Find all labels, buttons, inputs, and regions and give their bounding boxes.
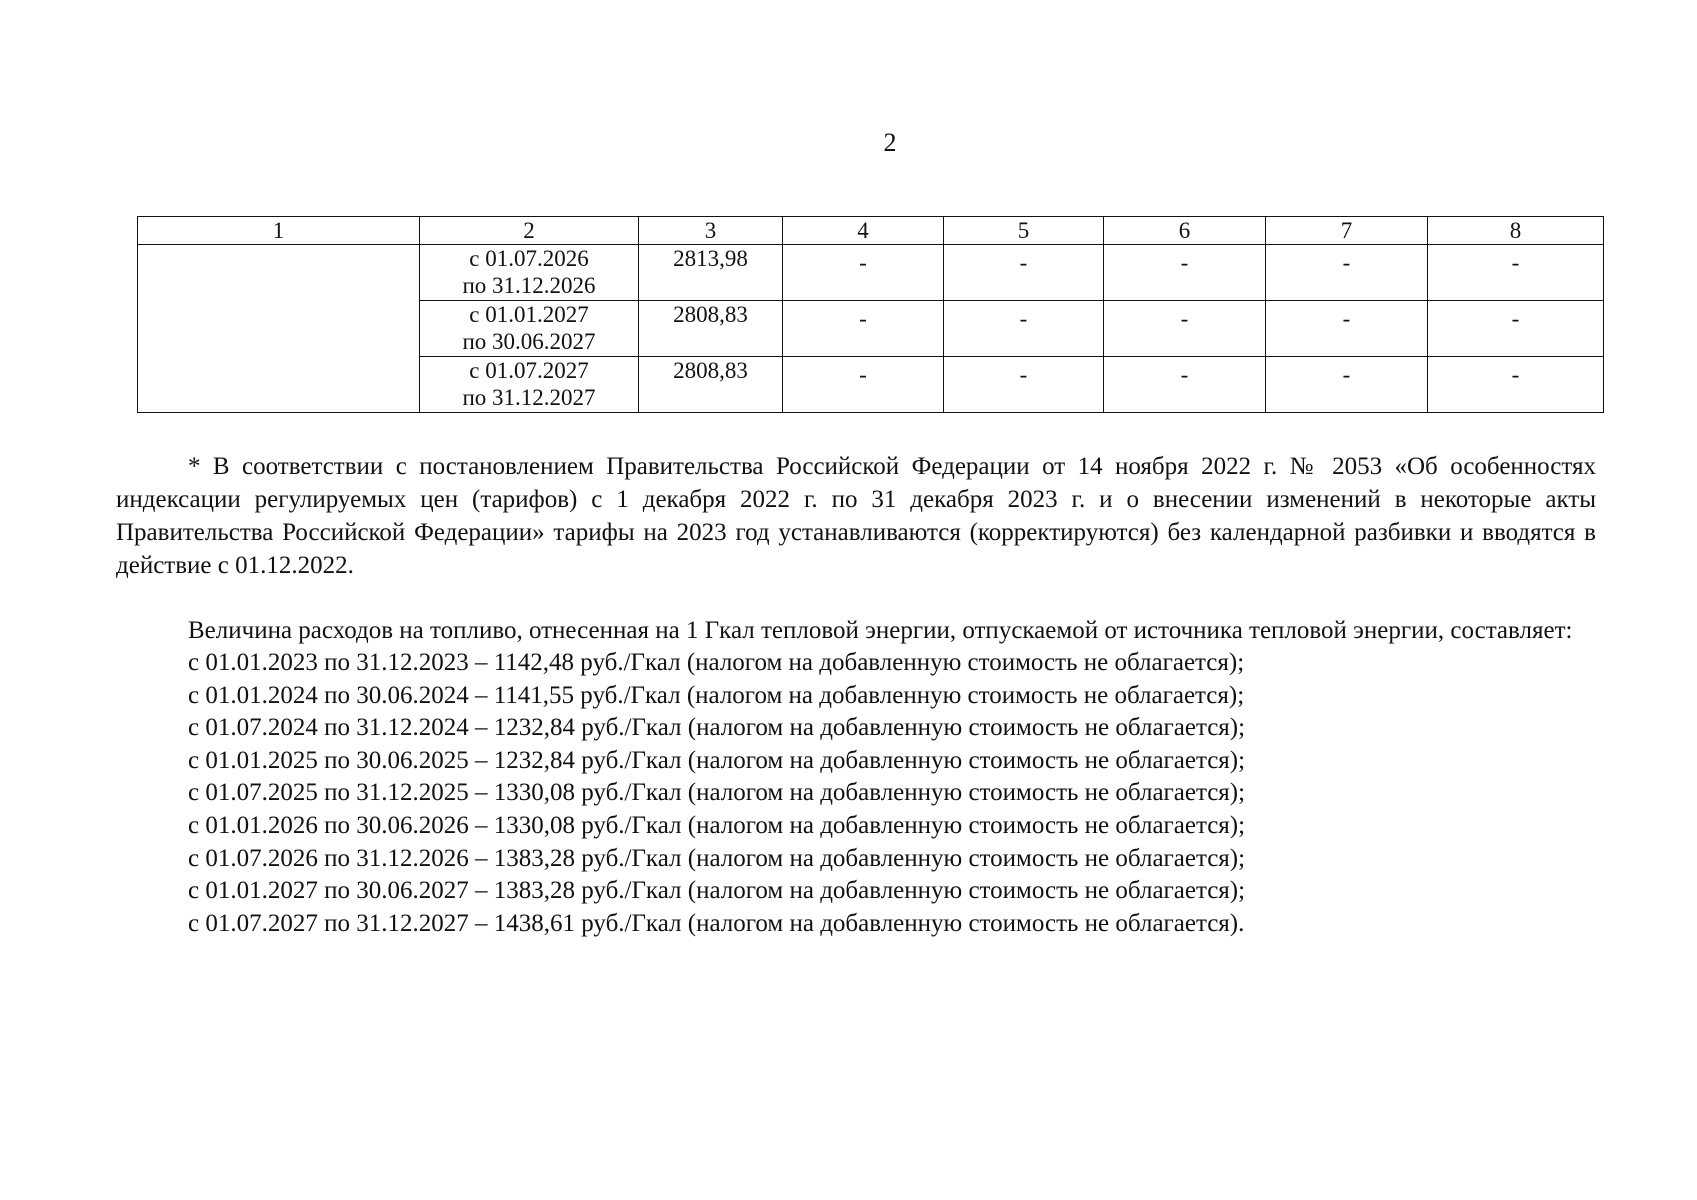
column-header: 4 <box>783 217 944 245</box>
column-header: 8 <box>1428 217 1604 245</box>
dash-value: - <box>1511 362 1520 387</box>
tariff-table <box>137 216 1604 413</box>
list-item: с 01.01.2026 по 30.06.2026 – 1330,08 руб./Гкал (налогом на добавленную стоимость не облагается); <box>188 811 1246 839</box>
fuel-cost-intro: Величина расходов на топливо, отнесенная на 1 Гкал тепловой энергии, отпускаемой от источника тепловой энергии, составляет: <box>188 617 1573 644</box>
footnote-text: * В соответствии с постановлением Правительства Российской Федерации от 14 ноября 2022 г. № 2053 «Об особенностях индексации регулируемых цен (тарифов) с 1 декабря 2022 г. по 31 декабря 2023 г. и о внесении изменений в некоторые акты Правительства Российской Федерации» тарифы на 2023 год устанавливаются (корректируются) без календарной разбивки и вводятся в действие с 01.12.2022. <box>116 453 1596 579</box>
table-cell <box>1266 245 1428 301</box>
page-number: 2 <box>883 128 897 157</box>
column-header: 2 <box>420 217 639 245</box>
tariff-value-cell: 2808,83 <box>639 357 783 413</box>
table-cell <box>1428 357 1604 413</box>
dash-value: - <box>1180 306 1189 331</box>
table-cell <box>944 301 1104 357</box>
tariff-value-cell: 2813,98 <box>639 245 783 301</box>
period-cell <box>420 245 639 301</box>
footnote-block <box>116 450 1596 582</box>
dash-value: - <box>1180 250 1189 275</box>
period-cell <box>420 301 639 357</box>
table-cell <box>1104 357 1266 413</box>
fuel-cost-list <box>116 647 1596 940</box>
list-item: с 01.01.2023 по 31.12.2023 – 1142,48 руб./Гкал (налогом на добавленную стоимость не облагается); <box>188 649 1245 676</box>
dash-value: - <box>1019 250 1028 275</box>
table-cell <box>783 357 944 413</box>
list-item: с 01.07.2024 по 31.12.2024 – 1232,84 руб./Гкал (налогом на добавленную стоимость не облагается); <box>188 714 1246 742</box>
dash-value: - <box>859 306 867 331</box>
table-row <box>138 245 1604 301</box>
dash-value: - <box>1342 306 1351 331</box>
list-item: с 01.01.2027 по 30.06.2027 – 1383,28 руб./Гкал (налогом на добавленную стоимость не облагается); <box>188 877 1246 905</box>
tariff-value-cell: 2808,83 <box>639 301 783 357</box>
merged-empty-cell <box>138 245 420 413</box>
table-cell <box>1266 301 1428 357</box>
period-to: по 31.12.2027 <box>462 385 596 410</box>
list-item: с 01.07.2026 по 31.12.2026 – 1383,28 руб./Гкал (налогом на добавленную стоимость не облагается); <box>188 844 1246 872</box>
dash-value: - <box>859 250 867 275</box>
fuel-cost-block <box>116 614 1596 940</box>
list-item: с 01.01.2024 по 30.06.2024 – 1141,55 руб./Гкал (налогом на добавленную стоимость не облагается); <box>188 681 1245 709</box>
table-cell <box>1266 357 1428 413</box>
dash-value: - <box>1019 362 1028 387</box>
period-from: с 01.07.2027 <box>469 358 589 383</box>
table-cell <box>783 245 944 301</box>
table-header-row <box>138 217 1604 245</box>
dash-value: - <box>1342 250 1351 275</box>
period-from: с 01.07.2026 <box>469 246 589 271</box>
period-to: по 30.06.2027 <box>462 329 596 354</box>
period-to: по 31.12.2026 <box>462 273 596 298</box>
period-cell <box>420 357 639 413</box>
list-item: с 01.07.2025 по 31.12.2025 – 1330,08 руб./Гкал (налогом на добавленную стоимость не облагается); <box>188 779 1246 807</box>
table-cell <box>1428 245 1604 301</box>
table-cell <box>944 357 1104 413</box>
dash-value: - <box>1511 250 1520 275</box>
dash-value: - <box>1511 306 1520 331</box>
table-cell <box>1104 301 1266 357</box>
list-item: с 01.07.2027 по 31.12.2027 – 1438,61 руб./Гкал (налогом на добавленную стоимость не облагается). <box>188 909 1245 937</box>
column-header: 6 <box>1104 217 1266 245</box>
dash-value: - <box>1019 306 1028 331</box>
list-item: с 01.01.2025 по 30.06.2025 – 1232,84 руб./Гкал (налогом на добавленную стоимость не облагается); <box>188 746 1246 774</box>
period-from: с 01.01.2027 <box>469 302 589 327</box>
table-cell <box>944 245 1104 301</box>
dash-value: - <box>859 362 867 387</box>
table-cell <box>1428 301 1604 357</box>
table-cell <box>1104 245 1266 301</box>
column-header: 5 <box>944 217 1104 245</box>
column-header: 1 <box>138 217 420 245</box>
dash-value: - <box>1342 362 1351 387</box>
table-cell <box>783 301 944 357</box>
dash-value: - <box>1180 362 1189 387</box>
column-header: 3 <box>639 217 783 245</box>
column-header: 7 <box>1266 217 1428 245</box>
